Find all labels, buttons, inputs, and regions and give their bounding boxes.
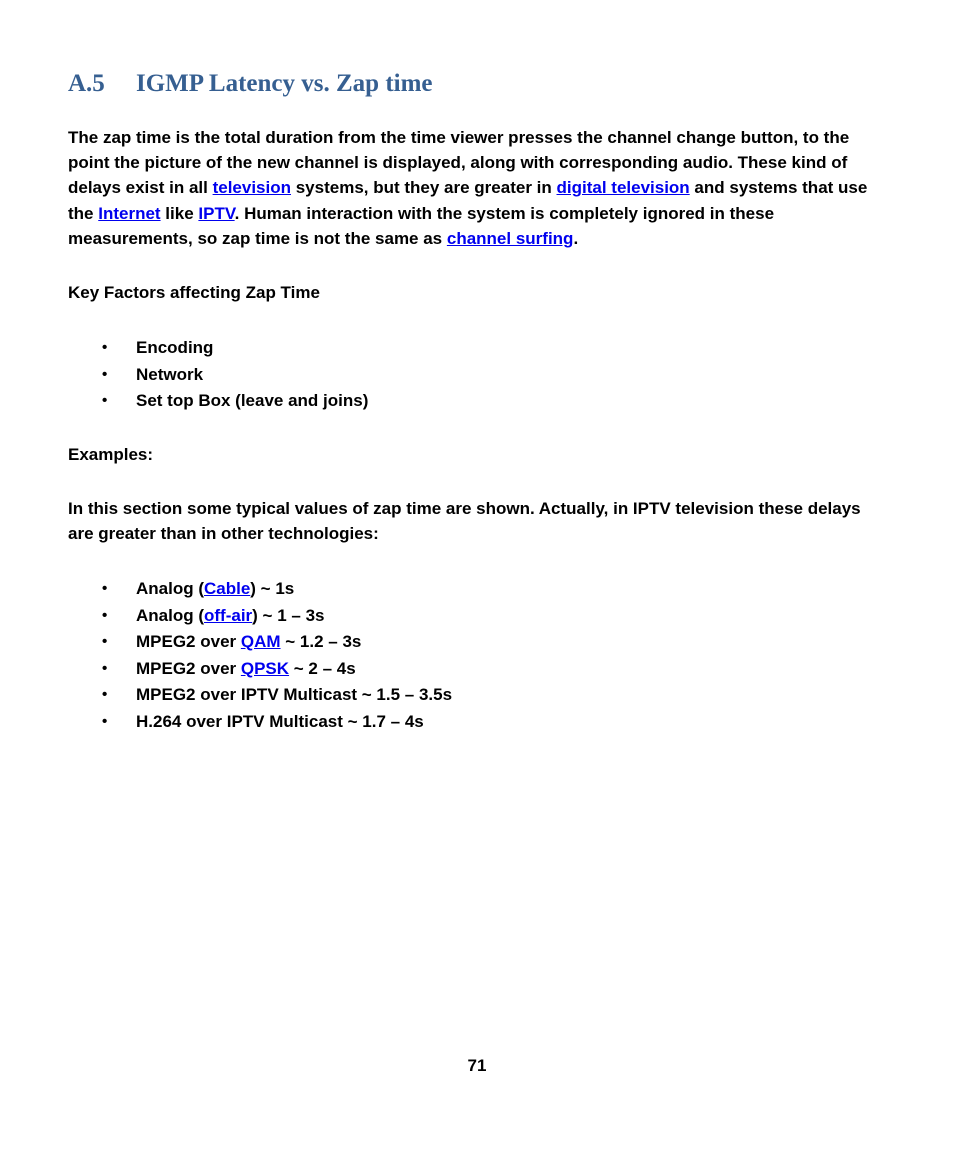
section-number: A.5 (68, 70, 105, 97)
list-item (68, 656, 452, 683)
bullet-icon: • (102, 633, 108, 651)
intro-paragraph (68, 125, 888, 251)
link-off-air[interactable]: off-air (204, 605, 253, 625)
examples-list (68, 576, 452, 736)
link-iptv[interactable]: IPTV (198, 203, 235, 223)
examples-label: Examples: (68, 445, 154, 464)
examples-intro-paragraph: In this section some typical values of zap time are shown. Actually, in IPTV television these delays are greater than in other technologies: (68, 499, 861, 544)
bullet-icon: • (102, 392, 108, 410)
list-item (68, 629, 452, 656)
intro-text: like (160, 203, 199, 223)
key-factors-label: Key Factors affecting Zap Time (68, 283, 320, 302)
list-item-text: ~ 1.2 – 3s (280, 632, 362, 652)
list-item-text: Network (136, 364, 204, 384)
list-item-text: MPEG2 over IPTV Multicast ~ 1.5 – 3.5s (136, 685, 453, 705)
bullet-icon: • (102, 365, 108, 383)
key-factors-list (68, 335, 368, 415)
link-cable[interactable]: Cable (204, 579, 251, 598)
bullet-icon: • (102, 580, 108, 597)
page-number: 71 (467, 1056, 487, 1075)
list-item-text: Encoding (136, 338, 214, 357)
link-channel-surfing[interactable]: channel surfing (446, 228, 574, 248)
bullet-icon: • (102, 339, 108, 356)
list-item-text: ) ~ 1 – 3s (252, 605, 325, 625)
section-title: IGMP Latency vs. Zap time (136, 70, 433, 97)
bullet-icon: • (102, 712, 108, 730)
list-item-text: ~ 2 – 4s (289, 658, 356, 678)
list-item (68, 362, 368, 389)
link-digital-television[interactable]: digital television (556, 178, 690, 198)
section-heading (68, 68, 433, 100)
bullet-icon: • (102, 606, 108, 624)
bullet-icon: • (102, 686, 108, 704)
list-item (68, 603, 452, 630)
link-qpsk[interactable]: QPSK (240, 658, 290, 678)
list-item (68, 709, 452, 736)
list-item (68, 335, 368, 362)
link-television[interactable]: television (212, 178, 291, 198)
list-item (68, 576, 452, 603)
list-item (68, 388, 368, 415)
list-item (68, 682, 452, 709)
intro-text: systems, but they are greater in (291, 178, 557, 198)
link-qam[interactable]: QAM (240, 632, 281, 652)
list-item-text: Analog ( (136, 579, 204, 598)
list-item-text: Analog ( (136, 605, 204, 625)
list-item-text: Set top Box (leave and joins) (136, 391, 369, 411)
list-item-text: MPEG2 over (136, 632, 241, 652)
intro-text: The zap time is the total duration from the time viewer presses the channel change button, to the point the picture of the new channel is displayed, along with corresponding audio. These kind of delays exist in all (68, 128, 850, 198)
link-internet[interactable]: Internet (98, 203, 161, 223)
intro-text: and systems that use the (68, 178, 868, 223)
bullet-icon: • (102, 659, 108, 677)
list-item-text: ) ~ 1s (250, 579, 295, 598)
intro-text: . Human interaction with the system is completely ignored in these measurements, so zap time is not the same as (68, 203, 775, 248)
intro-text: . (573, 228, 579, 248)
list-item-text: MPEG2 over (136, 658, 241, 678)
list-item-text: H.264 over IPTV Multicast ~ 1.7 – 4s (136, 711, 424, 731)
